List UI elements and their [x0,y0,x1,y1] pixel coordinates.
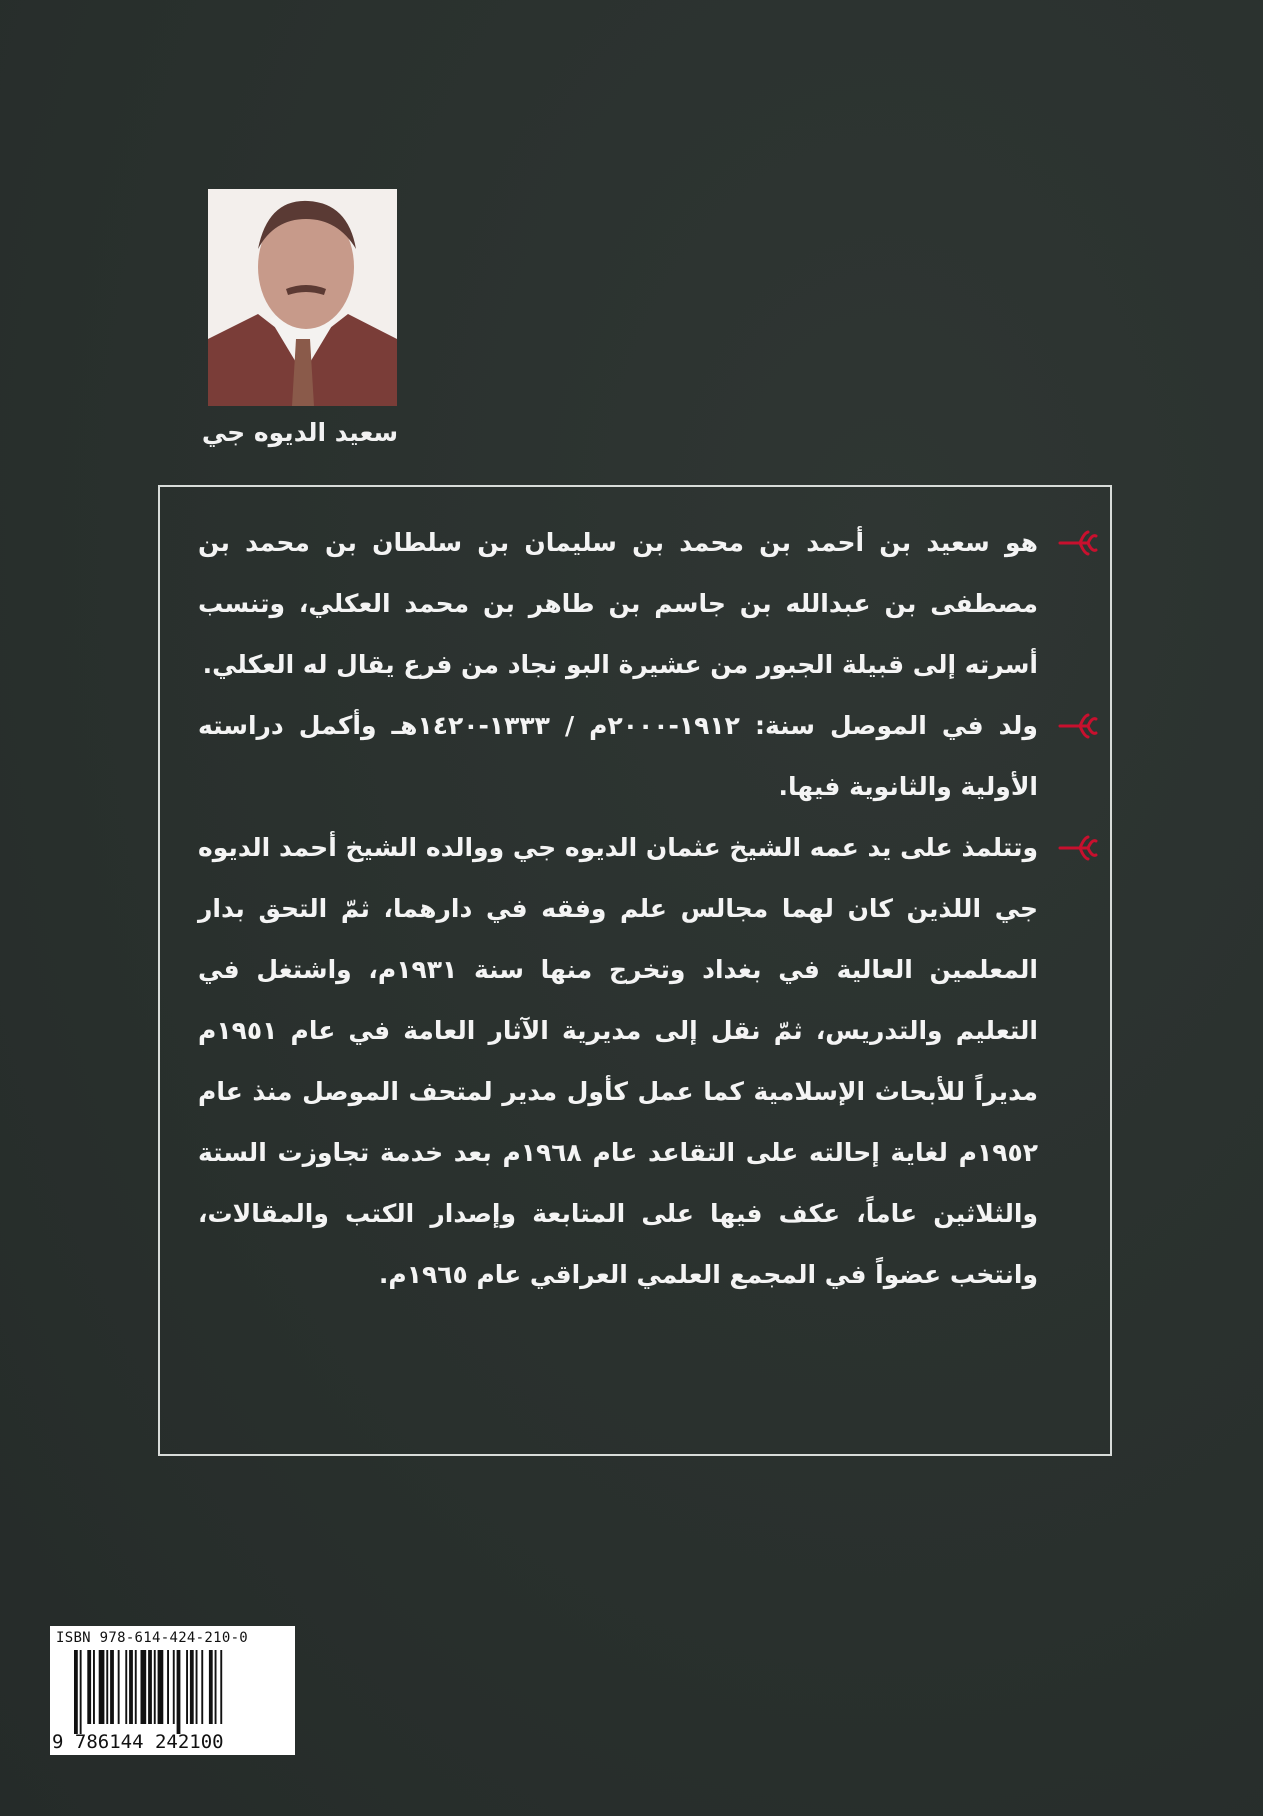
biography-box [158,485,1112,1456]
barcode-bar [209,1650,213,1724]
barcode-bar [129,1650,133,1724]
barcode-bar [201,1650,203,1724]
barcode-bar [99,1650,105,1724]
isbn-barcode [50,1626,295,1755]
barcode-bar [154,1650,156,1724]
author-photo [208,189,397,406]
barcode-bar [148,1650,152,1724]
red-flourish-icon [1058,530,1098,556]
red-flourish-icon [1058,835,1098,861]
barcode-bar [106,1650,108,1724]
barcode-bar [118,1650,120,1724]
red-flourish-icon [1058,713,1098,739]
barcode-bar [173,1650,175,1724]
barcode-bar [110,1650,114,1724]
barcode-bar [196,1650,198,1724]
barcode-bar [158,1650,164,1724]
barcode-bar [177,1650,181,1734]
barcode-bar [125,1650,127,1724]
bio-paragraph: هو سعيد بن أحمد بن محمد بن سليمان بن سلطان بن محمد بن مصطفى بن عبدالله بن جاسم بن طاهر بن محمد العكلي، وتنسب أسرته إلى قبيلة الجبور من عشيرة البو نجاد من فرع يقال له العكلي. [198,512,1102,695]
barcode-bar [186,1650,188,1724]
barcode-bar [80,1650,82,1734]
barcode-bar [87,1650,91,1724]
isbn-label: ISBN 978-614-424-210-0 [56,1630,249,1646]
bio-paragraph: ولد في الموصل سنة: ١٩١٢-٢٠٠٠م / ١٣٣٣-١٤٢٠هـ وأكمل دراسته الأولية والثانوية فيها. [198,695,1102,817]
barcode-bar [135,1650,137,1724]
barcode-bar [215,1650,217,1724]
barcode-bars [74,1650,288,1734]
barcode-bar [220,1650,222,1724]
barcode-bar [74,1650,78,1734]
barcode-bar [167,1650,169,1724]
author-name-caption: سعيد الديوه جي [201,418,399,447]
barcode-bar [93,1650,95,1724]
barcode-digits: 9 786144 242100 [52,1731,224,1753]
bio-paragraph: وتتلمذ على يد عمه الشيخ عثمان الديوه جي ووالده الشيخ أحمد الديوه جي اللذين كان لهما مجالس علم وفقه في دارهما، ثمّ التحق بدار المعلمين العالية في بغداد وتخرج منها سنة ١٩٣١م، واشتغل في التعليم والتدريس، ثمّ نقل إلى مديرية الآثار العامة في عام ١٩٥١م مديراً للأبحاث الإسلامية كما عمل كأول مدير لمتحف الموصل منذ عام ١٩٥٢م لغاية إحالته على التقاعد عام ١٩٦٨م بعد خدمة تجاوزت الستة والثلاثين عاماً، عكف فيها على المتابعة وإصدار الكتب والمقالات، وانتخب عضواً في المجمع العلمي العراقي عام ١٩٦٥م. [198,817,1102,1305]
barcode-bar [141,1650,147,1724]
barcode-bar [190,1650,194,1724]
